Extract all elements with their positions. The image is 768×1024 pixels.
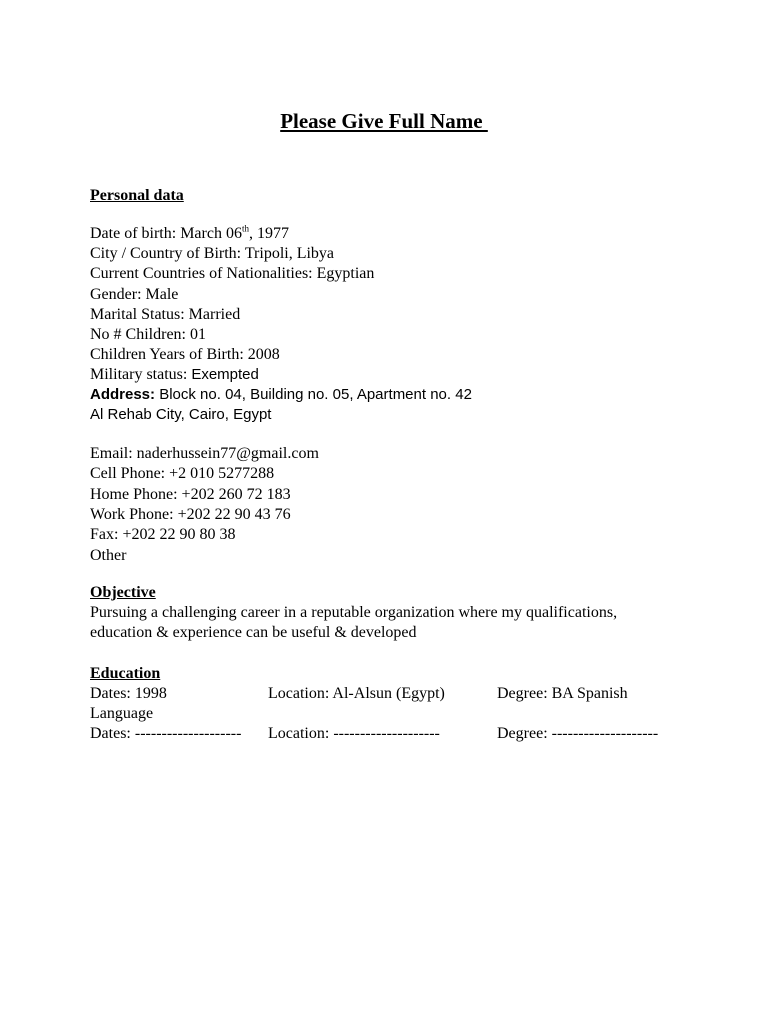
marital-status: Marital Status: Married xyxy=(90,306,241,323)
children-years: Children Years of Birth: 2008 xyxy=(90,346,280,363)
birthplace: City / Country of Birth: Tripoli, Libya xyxy=(90,245,335,262)
dob-month-day: March 06 xyxy=(180,225,242,242)
address-line-1 xyxy=(90,385,472,405)
address-line-2: Al Rehab City, Cairo, Egypt xyxy=(90,406,272,423)
objective-line-1: Pursuing a challenging career in a reputable organization where my qualifications, xyxy=(90,604,618,621)
address-label: Address: xyxy=(90,386,156,403)
education-heading: Education xyxy=(90,665,161,682)
gender: Gender: Male xyxy=(90,286,179,303)
email: Email: naderhussein77@gmail.com xyxy=(90,445,319,462)
children-count: No # Children: 01 xyxy=(90,326,206,343)
home-phone: Home Phone: +202 260 72 183 xyxy=(90,486,291,503)
education-row-1-dates: Dates: 1998 xyxy=(90,685,167,702)
military-label: Military status: xyxy=(90,366,192,383)
dob-year: , 1977 xyxy=(248,225,289,242)
education-row-1-degree-wrap: Language xyxy=(90,705,154,722)
other: Other xyxy=(90,547,127,564)
work-phone: Work Phone: +202 22 90 43 76 xyxy=(90,506,291,523)
page-title: Please Give Full Name xyxy=(280,109,488,133)
personal-data-heading: Personal data xyxy=(90,187,184,204)
objective-heading: Objective xyxy=(90,584,156,601)
nationality: Current Countries of Nationalities: Egyptian xyxy=(90,265,375,282)
education-row-1-location: Location: Al-Alsun (Egypt) xyxy=(268,685,445,702)
military-value: Exempted xyxy=(191,366,259,383)
military-status xyxy=(90,365,259,385)
education-row-2-location: Location: -------------------- xyxy=(268,725,440,742)
date-of-birth xyxy=(90,224,289,244)
cell-phone: Cell Phone: +2 010 5277288 xyxy=(90,465,275,482)
dob-label: Date of birth: xyxy=(90,225,181,242)
education-row-2-degree: Degree: -------------------- xyxy=(497,725,659,742)
address-value: Block no. 04, Building no. 05, Apartment no. 42 xyxy=(155,386,472,403)
education-row-1-degree: Degree: BA Spanish xyxy=(497,685,628,702)
education-row-2-dates: Dates: -------------------- xyxy=(90,725,242,742)
dob-suffix: th xyxy=(241,223,249,234)
objective-line-2: education & experience can be useful & developed xyxy=(90,624,417,641)
fax: Fax: +202 22 90 80 38 xyxy=(90,526,236,543)
